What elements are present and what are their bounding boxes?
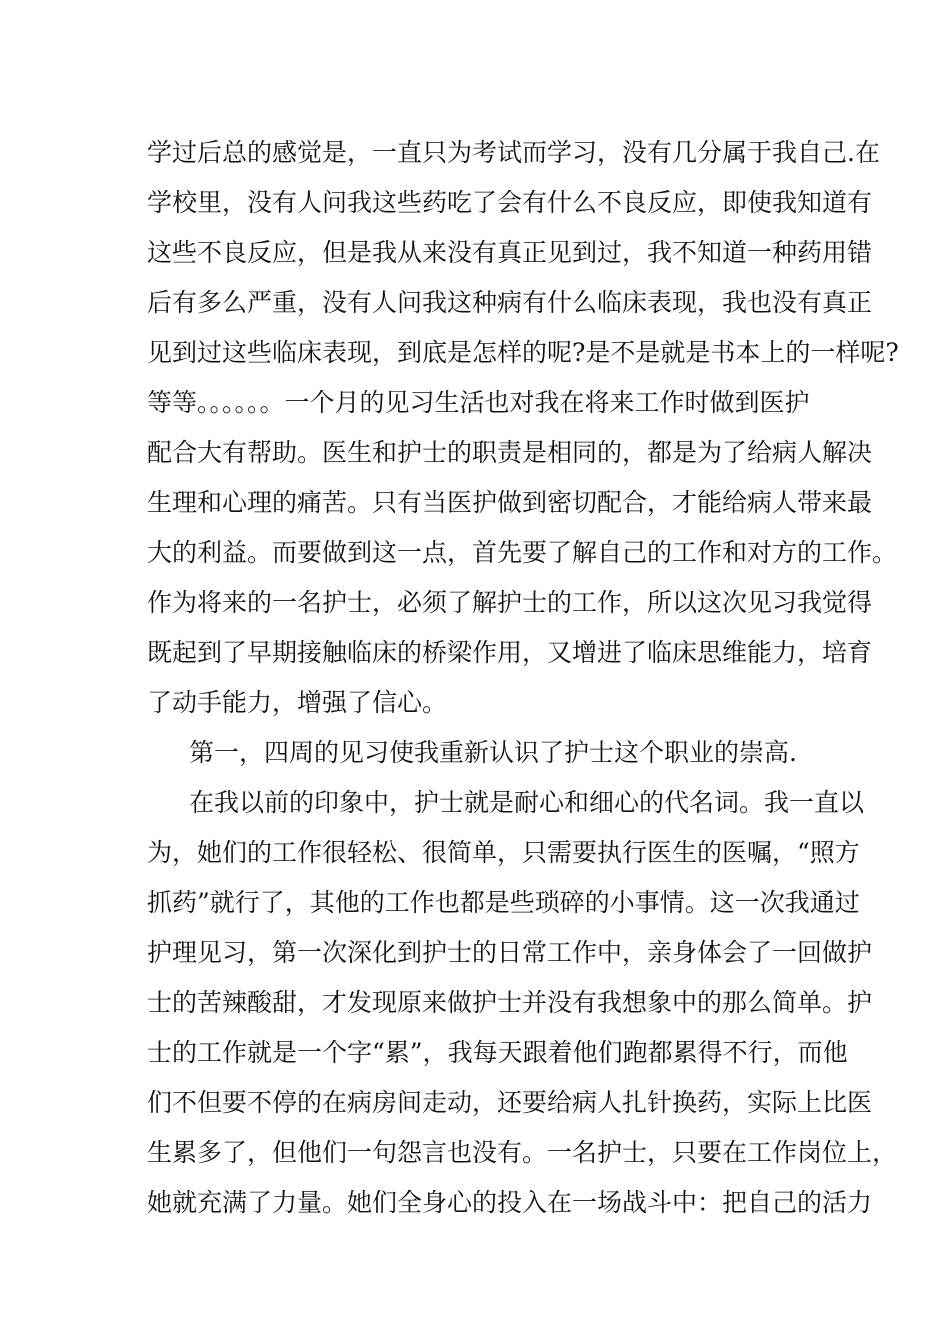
text-line: 士的苦辣酸甜，才发现原来做护士并没有我想象中的那么简单。护 [147,988,873,1017]
section-heading: 第一，四周的见习使我重新认识了护士这个职业的崇高. [189,738,797,767]
text-line: 为，她们的工作很轻松、很简单，只需要执行医生的医嘱，“照方 [147,838,860,867]
text-line: 了动手能力，增强了信心。 [147,688,448,717]
text-line: 学过后总的感觉是，一直只为考试而学习，没有几分属于我自己.在 [147,138,880,167]
text-line: 们不但要不停的在病房间走动，还要给病人扎针换药，实际上比医 [147,1088,873,1117]
text-line: 等等。。。。。。一个月的见习生活也对我在将来工作时做到医护 [147,388,810,417]
text-line: 这些不良反应，但是我从来没有真正见到过，我不知道一种药用错 [147,238,873,267]
text-line: 后有多么严重，没有人问我这种病有什么临床表现，我也没有真正 [147,288,873,317]
text-line: 抓药”就行了，其他的工作也都是些琐碎的小事情。这一次我通过 [147,888,860,917]
text-line: 生理和心理的痛苦。只有当医护做到密切配合，才能给病人带来最 [147,488,873,517]
text-line: 护理见习，第一次深化到护士的日常工作中，亲身体会了一回做护 [147,938,873,967]
text-line: 作为将来的一名护士，必须了解护士的工作，所以这次见习我觉得 [147,588,873,617]
body-text [147,128,899,1228]
text-line: 既起到了早期接触临床的桥梁作用，又增进了临床思维能力，培育 [147,638,873,667]
text-line: 大的利益。而要做到这一点，首先要了解自己的工作和对方的工作。 [147,538,898,567]
text-line: 她就充满了力量。她们全身心的投入在一场战斗中：把自己的活力 [147,1188,873,1217]
text-line: 生累多了，但他们一句怨言也没有。一名护士，只要在工作岗位上， [147,1138,898,1167]
text-line: 见到过这些临床表现，到底是怎样的呢?是不是就是书本上的一样呢? [147,338,899,367]
text-line: 学校里，没有人问我这些药吃了会有什么不良反应，即使我知道有 [147,188,873,217]
text-line: 士的工作就是一个字“累”，我每天跟着他们跑都累得不行，而他 [147,1038,848,1067]
text-line: 配合大有帮助。医生和护士的职责是相同的，都是为了给病人解决 [147,438,873,467]
paragraph-start-line: 在我以前的印象中，护士就是耐心和细心的代名词。我一直以 [189,788,865,817]
